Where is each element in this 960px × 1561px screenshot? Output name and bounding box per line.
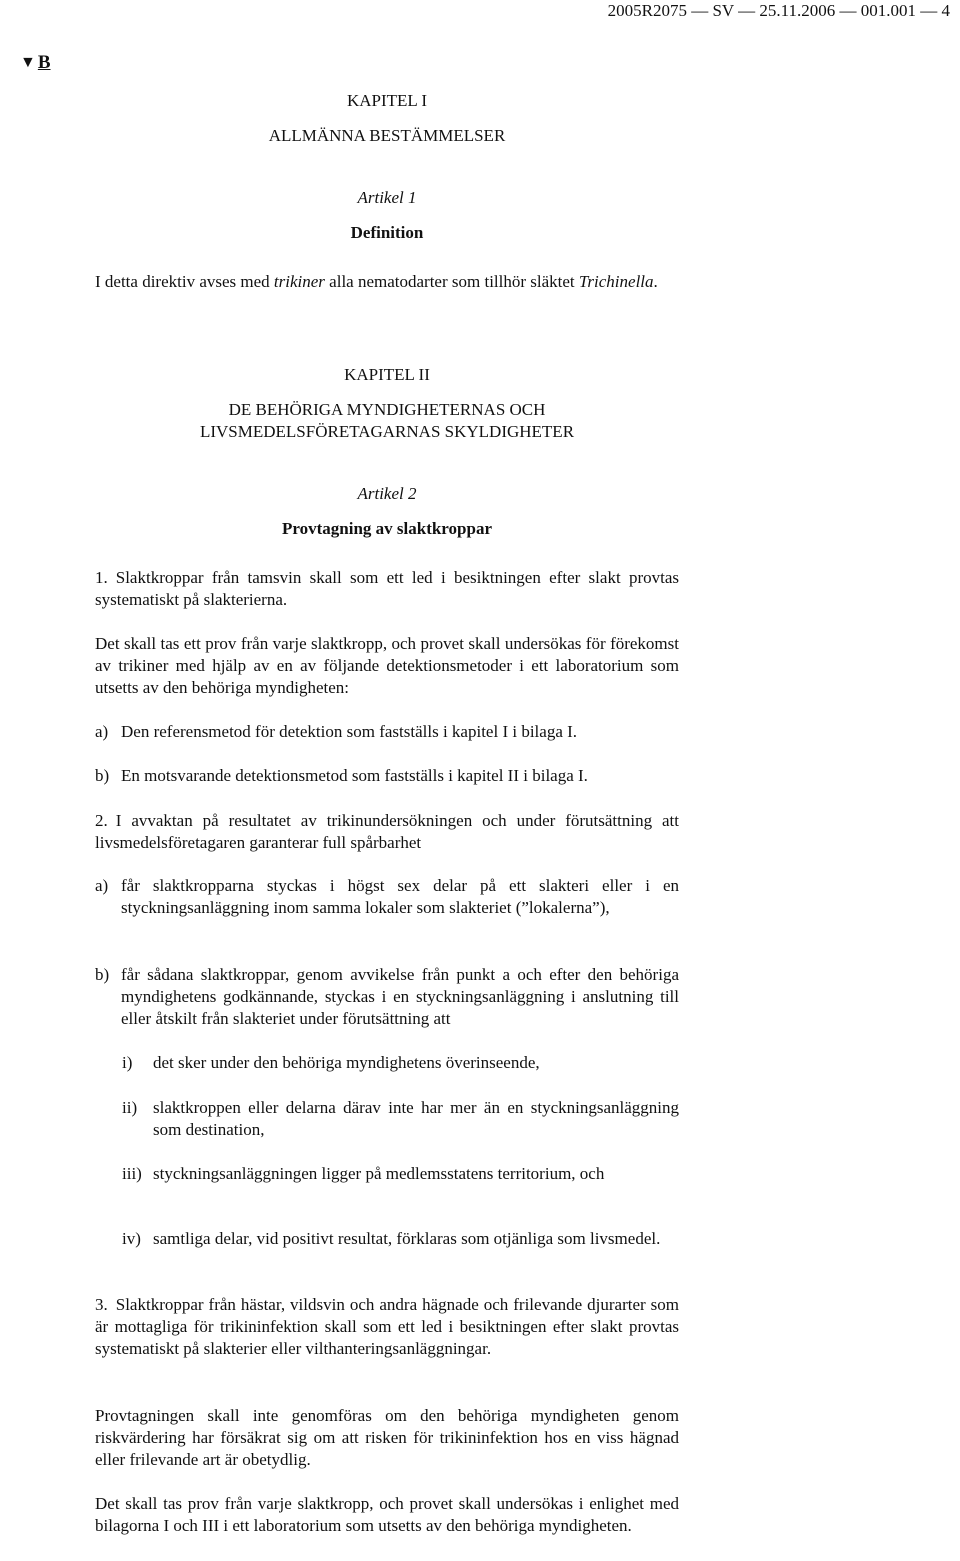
sub-list-item (122, 1097, 679, 1141)
list-item (95, 875, 679, 919)
paragraph-3 (95, 1294, 679, 1360)
article-2-label: Artikel 2 (357, 484, 417, 503)
paragraph-2-number: 2. (95, 811, 108, 830)
paragraph-2 (95, 810, 679, 854)
sub-list-item-text: det sker under den behöriga myndighetens överinseende, (153, 1053, 540, 1072)
sub-list-item (122, 1163, 679, 1185)
definition-text-middle: alla nematodarter som tillhör släktet (324, 272, 579, 291)
article-1-label: Artikel 1 (357, 188, 417, 207)
chapter-1-title: KAPITEL I (346, 91, 428, 110)
sub-list-item-label: i) (122, 1053, 133, 1072)
sub-list-item-label: iii) (122, 1164, 142, 1183)
paragraph-3c: Det skall tas prov från varje slaktkropp, och provet skall undersökas i enlighet med bilagorna I och III i ett laboratorium som utsetts av den behöriga myndigheten. (95, 1494, 679, 1535)
list-item-label: a) (95, 876, 109, 895)
chapter-2-subtitle-line-2: LIVSMEDELSFÖRETAGARNAS SKYLDIGHETER (199, 422, 575, 441)
list-item-label: b) (95, 965, 110, 984)
paragraph-3-number: 3. (95, 1295, 108, 1314)
amendment-code: B (37, 52, 51, 73)
chapter-2-title: KAPITEL II (344, 365, 430, 384)
list-item-text: En motsvarande detektionsmetod som fastställs i kapitel II i bilaga I. (121, 766, 588, 785)
definition-text-start: I detta direktiv avses med (95, 272, 274, 291)
amendment-marker (20, 52, 51, 74)
document-header: 2005R2075 — SV — 25.11.2006 — 001.001 — 4 (607, 1, 950, 20)
sub-list-item (122, 1228, 679, 1250)
paragraph-2-text: I avvaktan på resultatet av trikinundersökningen och under förutsättning att livsmedelsföretagaren garanterar full spårbarhet (95, 811, 679, 852)
paragraph-1b: Det skall tas ett prov från varje slaktkropp, och provet skall undersökas för förekomst av trikiner med hjälp av en av följande detektionsmetoder i ett laboratorium som utsetts av den behöriga myndigheten: (95, 634, 679, 697)
list-item-text: Den referensmetod för detektion som fastställs i kapitel I i bilaga I. (121, 722, 578, 741)
chapter-2-subtitle-line-1: DE BEHÖRIGA MYNDIGHETERNAS OCH (228, 400, 546, 419)
paragraph-3b: Provtagningen skall inte genomföras om den behöriga myndigheten genom riskvärdering har försäkrat sig om att risken för trikininfektion hos en viss hägnad eller frilevande art är obetydlig. (95, 1406, 679, 1469)
list-item-text: får sådana slaktkroppar, genom avvikelse från punkt a och efter den behöriga myndighetens godkännande, styckas i en styckningsanläggning i anslutning till eller åtskilt från slakteriet under förutsättning att (121, 965, 679, 1028)
sub-list-item-text: samtliga delar, vid positivt resultat, förklaras som otjänliga som livsmedel. (153, 1229, 661, 1248)
list-item-label: a) (95, 722, 109, 741)
article-2-heading: Provtagning av slaktkroppar (281, 519, 493, 538)
paragraph-3-text: Slaktkroppar från hästar, vildsvin och andra hägnade och frilevande djurarter som är mottagliga för trikininfektion skall som ett led i besiktningen efter slakt provtas systematiskt på slakterier eller vilthanteringsanläggningar. (95, 1295, 679, 1358)
list-item (95, 765, 679, 787)
sub-list-item (122, 1052, 679, 1074)
paragraph-1-number: 1. (95, 568, 108, 587)
chapter-1-subtitle: ALLMÄNNA BESTÄMMELSER (268, 126, 506, 145)
list-item (95, 964, 679, 1030)
list-item-text: får slaktkropparna styckas i högst sex delar på ett slakteri eller i en styckningsanläggning inom samma lokaler som slakteriet (”lokalerna”), (121, 876, 679, 917)
definition-term: trikiner (273, 272, 325, 291)
article-1-heading: Definition (350, 223, 424, 242)
paragraph-1-text: Slaktkroppar från tamsvin skall som ett led i besiktningen efter slakt provtas systematiskt på slakterierna. (95, 568, 679, 609)
paragraph-1 (95, 567, 679, 611)
definition-genus: Trichinella (578, 272, 654, 291)
definition-text-end: . (653, 272, 658, 291)
article-1-definition (95, 271, 679, 293)
sub-list-item-label: iv) (122, 1229, 141, 1248)
sub-list-item-text: slaktkroppen eller delarna därav inte har mer än en styckningsanläggning som destination, (153, 1098, 679, 1139)
sub-list-item-label: ii) (122, 1098, 138, 1117)
list-item-label: b) (95, 766, 110, 785)
triangle-down-icon: ▼ (20, 54, 36, 71)
sub-list-item-text: styckningsanläggningen ligger på medlemsstatens territorium, och (153, 1164, 605, 1183)
list-item (95, 721, 679, 743)
